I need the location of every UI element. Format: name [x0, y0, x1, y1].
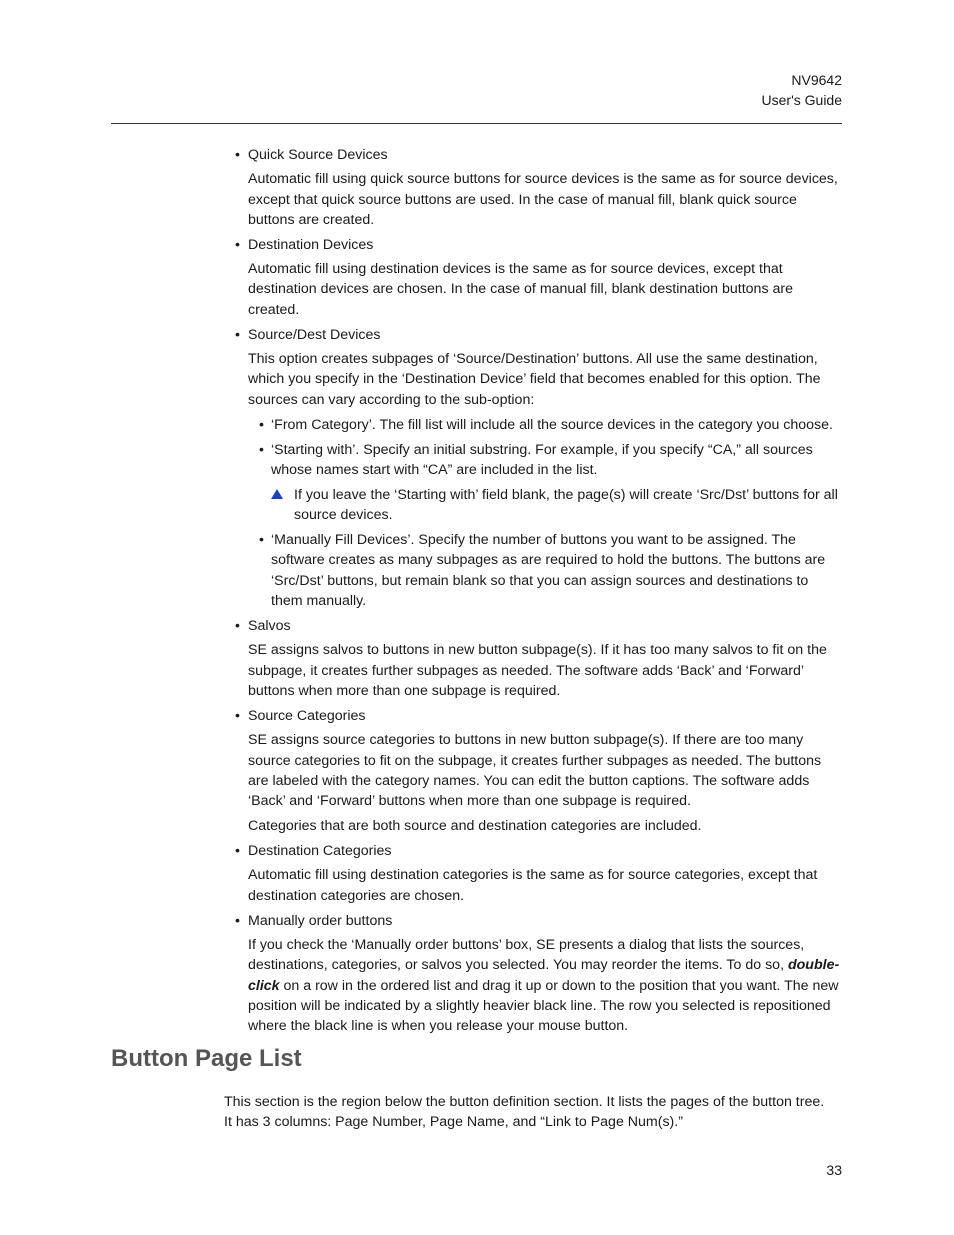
bullet-destination-categories: • Destination Categories — [233, 841, 843, 861]
doc-subtitle: User's Guide — [761, 92, 842, 108]
doc-title: NV9642 — [791, 72, 842, 88]
sub-bullet-starting-with: • ‘Starting with’. Specify an initial substring. For example, if you specify “CA,” all sources whose names start with “CA” are included in the list. — [271, 440, 843, 481]
paragraph: SE assigns salvos to buttons in new button subpage(s). If it has too many salvos to fit on the subpage, it creates further subpages as needed. The software adds ‘Back’ and ‘Forward’ buttons when more than one subpage is required. — [248, 642, 827, 699]
section-heading: Button Page List — [111, 1045, 302, 1072]
paragraph: Automatic fill using destination devices is the same as for source devices, except that destination devices are chosen. In the case of manual fill, blank destination buttons are created. — [248, 261, 793, 318]
sub-bullet-from-category: • ‘From Category’. The fill list will include all the source devices in the category you choose. — [271, 415, 843, 435]
section-body: This section is the region below the button definition section. It lists the pages of the button tree. It has 3 columns: Page Number, Page Name, and “Link to Page Num(s).” — [224, 1094, 825, 1131]
page-header — [762, 70, 842, 110]
paragraph-text: If you check the ‘Manually order buttons’ box, SE presents a dialog that lists the sources, destinations, categories, or salvos you selected. You may reorder the items. To do so, — [248, 936, 805, 974]
note-text: If you leave the ‘Starting with’ field blank, the page(s) will create ‘Src/Dst’ buttons for all source devices. — [294, 486, 838, 524]
bullet-source-dest-devices: • Source/Dest Devices — [233, 325, 843, 345]
paragraph-text: on a row in the ordered list and drag it up or down to the position that you want. The new position will be indicated by a slightly heavier black line. The row you selected is repositioned where the black line is when you release your mouse button. — [248, 977, 839, 1035]
paragraph: This option creates subpages of ‘Source/Destination’ buttons. All use the same destination, which you specify in the ‘Destination Device’ field that becomes enabled for this option. The sources can vary according to the sub-option: — [248, 351, 821, 408]
paragraph: Automatic fill using quick source buttons for source devices is the same as for source devices, except that quick source buttons are used. In the case of manual fill, blank quick source buttons are created. — [248, 171, 838, 228]
main-content — [233, 145, 843, 1041]
paragraph — [248, 935, 843, 1036]
warning-triangle-icon — [271, 489, 283, 499]
emphasis: double-click — [248, 957, 840, 994]
bullet-source-categories: • Source Categories — [233, 706, 843, 726]
bullet-destination-devices: • Destination Devices — [233, 235, 843, 255]
note — [294, 485, 843, 526]
bullet-quick-source-devices: • Quick Source Devices — [233, 145, 843, 165]
paragraph: SE assigns source categories to buttons in new button subpage(s). If there are too many source categories to fit on the subpage, it creates further subpages as needed. The buttons are labeled with the category names. You can edit the button captions. The software adds ‘Back’ and ‘Forward’ buttons when more than one subpage is required. — [248, 732, 822, 810]
paragraph: Categories that are both source and destination categories are included. — [248, 818, 702, 835]
bullet-manually-order-buttons: • Manually order buttons — [233, 911, 843, 931]
bullet-salvos: • Salvos — [233, 616, 843, 636]
paragraph: Automatic fill using destination categories is the same as for source categories, except that destination categories are chosen. — [248, 867, 818, 904]
header-rule — [111, 123, 842, 124]
sub-bullet-manually-fill: • ‘Manually Fill Devices’. Specify the number of buttons you want to be assigned. The software creates as many subpages as are required to hold the buttons. The buttons are ‘Src/Dst’ buttons, but remain blank so that you can assign sources and destinations to them manually. — [271, 530, 843, 611]
page-number: 33 — [826, 1162, 842, 1178]
